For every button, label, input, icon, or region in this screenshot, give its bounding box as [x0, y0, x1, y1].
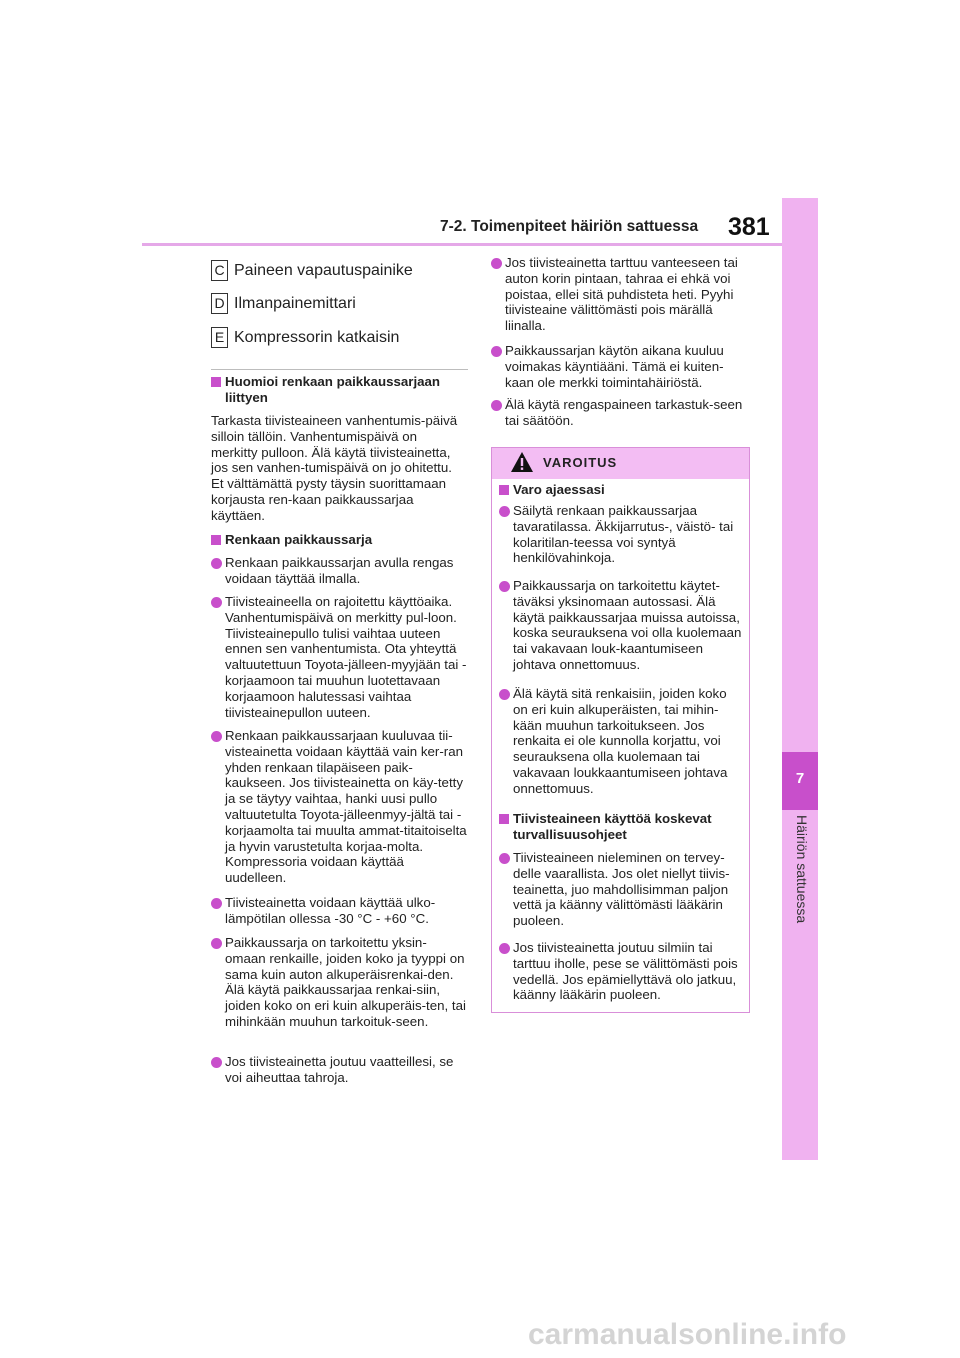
- list-item: Jos tiivisteainetta tarttuu vanteeseen tai auton korin pintaan, tahraa ei ehkä voi poistaa, ellei sitä puhdisteta heti. Pyyhi tiivisteaine välittömästi pois märällä liinalla.: [491, 255, 749, 334]
- bullet-icon: [499, 689, 510, 700]
- legend-item: [211, 260, 413, 281]
- kit-heading: Renkaan paikkaussarja: [211, 532, 467, 548]
- legend-letter: D: [211, 293, 228, 314]
- header-rule: [142, 243, 782, 246]
- bullet-icon: [499, 853, 510, 864]
- warning-subheading: Varo ajaessasi: [499, 482, 743, 498]
- list-item: Älä käytä rengaspaineen tarkastuk-seen tai säätöön.: [491, 397, 749, 429]
- page-number: 381: [728, 213, 770, 241]
- list-item: Paikkaussarja on tarkoitettu yksin-omaan renkaille, joiden koko ja tyyppi on sama kuin auton alkuperäisrenkai-den. Älä käytä paikkaussarjaa renkai-siin, joiden koko on eri kuin alkuperäis-ten, tai mihinkään muuhun tarkoituk-seen.: [211, 935, 467, 1030]
- list-item: Paikkaussarjan käytön aikana kuuluu voimakas käyntiääni. Tämä ei kuiten-kaan ole merkki toimintahäiriöstä.: [491, 343, 749, 390]
- section-divider: [211, 369, 468, 370]
- bullet-icon: [211, 558, 222, 569]
- list-item: Renkaan paikkaussarjan avulla rengas voidaan täyttää ilmalla.: [211, 555, 467, 587]
- list-item: Jos tiivisteainetta joutuu silmiin tai tarttuu iholle, pese se välittömästi pois vedellä. Jos epämiellyttävä olo jatkuu, käänny lääkärin puoleen.: [499, 940, 743, 1003]
- bullet-icon: [499, 943, 510, 954]
- notice-text: Tarkasta tiivisteaineen vanhentumis-päivä silloin tällöin. Vanhentumispäivä on merkitty pulloon. Älä käytä tiivisteainetta, jos sen vanhen-tumispäivä on jo ohitettu. Et välttämättä pysty täysin suorittamaan korjausta ren-kaan paikkaussarjaa käyttäen.: [211, 413, 458, 523]
- bullet-icon: [211, 731, 222, 742]
- legend-letter: C: [211, 260, 228, 281]
- list-item: Paikkaussarja on tarkoitettu käytet-täväksi yksinomaan autossasi. Älä käytä paikkaussarjaa muissa autoissa, koska seurauksena voi olla kuolemaan tai vakavaan louk-kaantumiseen johtava onnettomuus.: [499, 578, 743, 673]
- warning-triangle-icon: [510, 451, 534, 473]
- legend-label: Kompressorin katkaisin: [234, 328, 400, 346]
- chapter-number: 7: [795, 770, 805, 787]
- warning-title: VAROITUS: [543, 455, 618, 470]
- legend-label: Paineen vapautuspainike: [234, 261, 413, 279]
- notice-heading: Huomioi renkaan paikkaussarjaan liittyen: [211, 374, 467, 406]
- section-title: 7-2. Toimenpiteet häiriön sattuessa: [440, 218, 699, 235]
- list-item: Tiivisteaineen nieleminen on tervey-delle vaarallista. Jos olet niellyt tiivis-teainetta, juo mahdollisimman paljon vettä ja käänny välittömästi lääkärin puoleen.: [499, 850, 743, 929]
- square-bullet-icon: [211, 535, 221, 545]
- list-item: Tiivisteainetta voidaan käyttää ulko-lämpötilan ollessa -30 °C - +60 °C.: [211, 895, 467, 927]
- legend-item: [211, 327, 399, 348]
- chapter-title: Häiriön sattuessa: [794, 815, 810, 924]
- bullet-icon: [499, 581, 510, 592]
- watermark: carmanualsonline.info: [528, 1318, 847, 1351]
- square-bullet-icon: [499, 814, 509, 824]
- bullet-icon: [491, 400, 502, 411]
- bullet-icon: [491, 346, 502, 357]
- warning-subheading: Tiivisteaineen käyttöä koskevat turvallisuusohjeet: [499, 811, 743, 843]
- bullet-icon: [211, 898, 222, 909]
- chapter-tab: [782, 198, 818, 1160]
- list-item: Säilytä renkaan paikkaussarjaa tavaratilassa. Äkkijarrutus-, väistö- tai kolaritilan-teessa voi syntyä henkilövahinkoja.: [499, 503, 743, 566]
- legend-label: Ilmanpainemittari: [234, 294, 356, 312]
- bullet-icon: [499, 506, 510, 517]
- legend-item: [211, 293, 356, 314]
- bullet-icon: [211, 597, 222, 608]
- bullet-icon: [211, 1057, 222, 1068]
- list-item: Tiivisteaineella on rajoitettu käyttöaika. Vanhentumispäivä on merkitty pul-loon. Tiivisteainepullo tulisi vaihtaa uuteen ennen sen vanhentumista. Ota yhteyttä valtuutettuun Toyota-jälleen-myyjään tai -korjaamoon tai muuhun luotettavaan korjaamoon halutessasi vaihtaa tiivisteainepullon uuteen.: [211, 594, 467, 720]
- square-bullet-icon: [499, 485, 509, 495]
- bullet-icon: [211, 938, 222, 949]
- legend-letter: E: [211, 327, 228, 348]
- list-item: Älä käytä sitä renkaisiin, joiden koko on eri kuin alkuperäisten, tai mihin-kään muuhun tarkoitukseen. Jos renkaita ei ole kunnolla korjattu, voi seurauksena olla kuolemaan tai vakavaan loukkaantumiseen johtava onnettomuus.: [499, 686, 743, 797]
- bullet-icon: [491, 258, 502, 269]
- list-item: Renkaan paikkaussarjaan kuuluvaa tii-visteainetta voidaan käyttää vain ker-ran yhden renkaan tilapäiseen paik-kaukseen. Jos tiivisteainetta on käy-tetty ja se täytyy vaihtaa, hanki uusi pullo valtuutetulta Toyota-jälleenmyy-jältä tai -korjaamolta tai muulta ammat-titaitoiselta ja hyvin varustetulta korjaa-molta. Kompressoria voidaan käyttää uudelleen.: [211, 728, 467, 886]
- square-bullet-icon: [211, 377, 221, 387]
- list-item: Jos tiivisteainetta joutuu vaatteillesi, se voi aiheuttaa tahroja.: [211, 1054, 467, 1086]
